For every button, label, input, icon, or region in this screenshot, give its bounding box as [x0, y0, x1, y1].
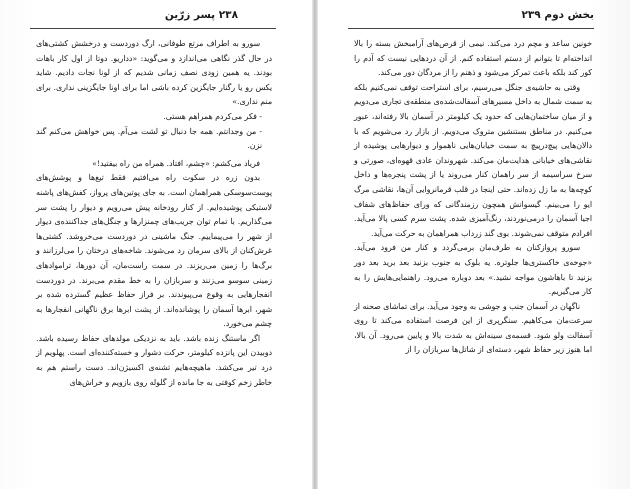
paragraph: سورو پروازکنان به طرف‌مان برمی‌گردد و کنار من فرود می‌آید. «جوخه‌ی خاکستری‌ها جلوتره. یه بلوک به جنوب بزنید بعد برید بعد دور بزنید تا باهاشون مواجه نشید.» بعد دوباره می‌رود. راهنمایی‌هایش را به کار می‌گیریم. [354, 243, 592, 297]
right-page-header [348, 6, 594, 29]
paragraph: بدون زره در سکوت راه می‌افتیم فقط تیغ‌ها و پوشش‌های پوست‌سوسکی همراهمان است. به جای پوتین‌های پرواز، کفش‌های پاشنه لاستیکی پوشیده‌ایم. از کنار رودخانه پیش می‌رویم و دیوار را پشت سر می‌گذاریم. با تمام توان جریب‌های چمنزارها و جنگل‌های جداکننده‌ی دیوار از شهر را می‌پیماییم. جنگ ماشینی در دوردست می‌خروشد. کشتی‌ها غرش‌کنان از بالای سرمان رد می‌شوند. شاخه‌های درختان را می‌لرزانند و برگ‌ها را زمین می‌ریزند. در سمت راست‌مان، آن دورها، تراموادهای زمینی سوسو می‌زنند و سربازان را به خط مقدم می‌برند. در دوردست انفجارهایی به وقوع می‌پیوندند. بر فراز حفاظ عظیم گسترده شده بر شهر، ابرها آسمان را پوشانده‌اند. از پشت ابرها برق ناگهانی انفجارها به چشم می‌خورد. [36, 173, 272, 329]
left-page-body [36, 37, 272, 390]
paragraph: فریاد می‌کشم: «چشم، افتاد. همراه من راه بیفتید!» [92, 158, 260, 168]
left-page-header [30, 6, 276, 29]
paragraph: - فکر می‌کردم همراهم هستی. [163, 111, 262, 121]
paragraph: خونین ساعد و مچم درد می‌کند. نیمی از قرص‌های آرامبخش بسته را بالا انداخته‌ام تا بتوانم از دستم استفاده کنم. از آن دردهایی نیست که آدم را کور کند بلکه باعث تمرکز می‌شود و ذهنم را از مردگان دور می‌کند. [354, 39, 592, 78]
paragraph: سورو به اطراف مرتع طوفانی، ارگ دوردست و درخشش کشتی‌های در حال گذر نگاهی می‌اندازد و می‌گوید: «دداریو. دوتا از اول کار باهات بودند. یه همین زودی نصف زمانی شدیم که از لونا نجات دادیم. شاید یکس رو یا رگنار جایگزین کرده باشی اما برای اونا جایگزینی نداری. برای منم نداری.» [36, 39, 272, 107]
paragraph: اگر ماستنگ زنده باشد. باید به نزدیکی مولدهای حفاظ رسیده باشد. دوبیدن این پانزده کیلومتر، حرکت دشوار و خسته‌کننده‌ای است. پهلویم از درد تیر می‌کشد. ماهیچه‌هایم تشنه‌ی اکسیژن‌اند. دست راستم هم به خاطر زخم کوفتی به جا مانده از گلوله روی بازویم و خراش‌های [36, 333, 272, 387]
left-page-title: ۲۳۸ پسر زرّین [164, 9, 238, 21]
right-page-title: بخش دوم ۲۳۹ [521, 9, 594, 21]
paragraph: وقتی به حاشیه‌ی جنگل می‌رسیم، برای استراحت توقف نمی‌کنیم بلکه به سمت شمال به داخل مسیرهای آسفالت‌شده‌ی منطقه‌ی تجاری می‌دویم و از میان ساختمان‌هایی که حدود یک کیلومتر در آسمان بالا رفته‌اند، عبور می‌کنیم. در مناطق بستنشین متروک می‌دویم. از بازار رد می‌شویم که با دالان‌هایی پیچ‌درپیچ به سمت خیابان‌هایی ناهموار و دیوارهایی پوشیده از نقاشی‌های خیابانی هدایت‌مان می‌کند. شهروندان عادی قهوه‌ای، صورتی و سرخ سراسیمه از سر راهمان کنار می‌روند یا از پشت پنجره‌ها و داخل کوچه‌ها به ما زل زده‌اند. حتی اینجا در قلب قرمانروایی آن‌ها، نقاشی مرگ ایو را می‌بینم. گیسوانش همچون رزمندگانی که ورای حفاظ‌های شفاف اجیا آسمان را درمی‌نوردند، رنگ‌آمیزی شده. پشت سرم کسی پالا می‌آید. افرادم متوقف نمی‌شوند. بوی گند زرداب همراهمان به حرکت می‌آید. [354, 82, 592, 238]
right-page-body [354, 37, 592, 358]
paragraph: - من وجدانتم. همه جا دنبال تو لشت می‌آم. پس خواهش می‌کنم گند نزن. [36, 126, 262, 151]
paragraph: ناگهان در آسمان جنب و جوشی به وجود می‌آید. برای تماشای صحنه از سرعت‌مان می‌کاهیم. سنگرپری از این فرصت استفاده می‌کند تا روی آسفالت ولو شود. قسمه‌ی سینه‌اش به شدت بالا و پایین می‌رود. آن بالا، اما هنوز زیر حفاظ شهر، دسته‌ای از شاتل‌ها سربازان را از [354, 301, 592, 355]
left-page [0, 0, 312, 489]
right-page [318, 0, 630, 489]
